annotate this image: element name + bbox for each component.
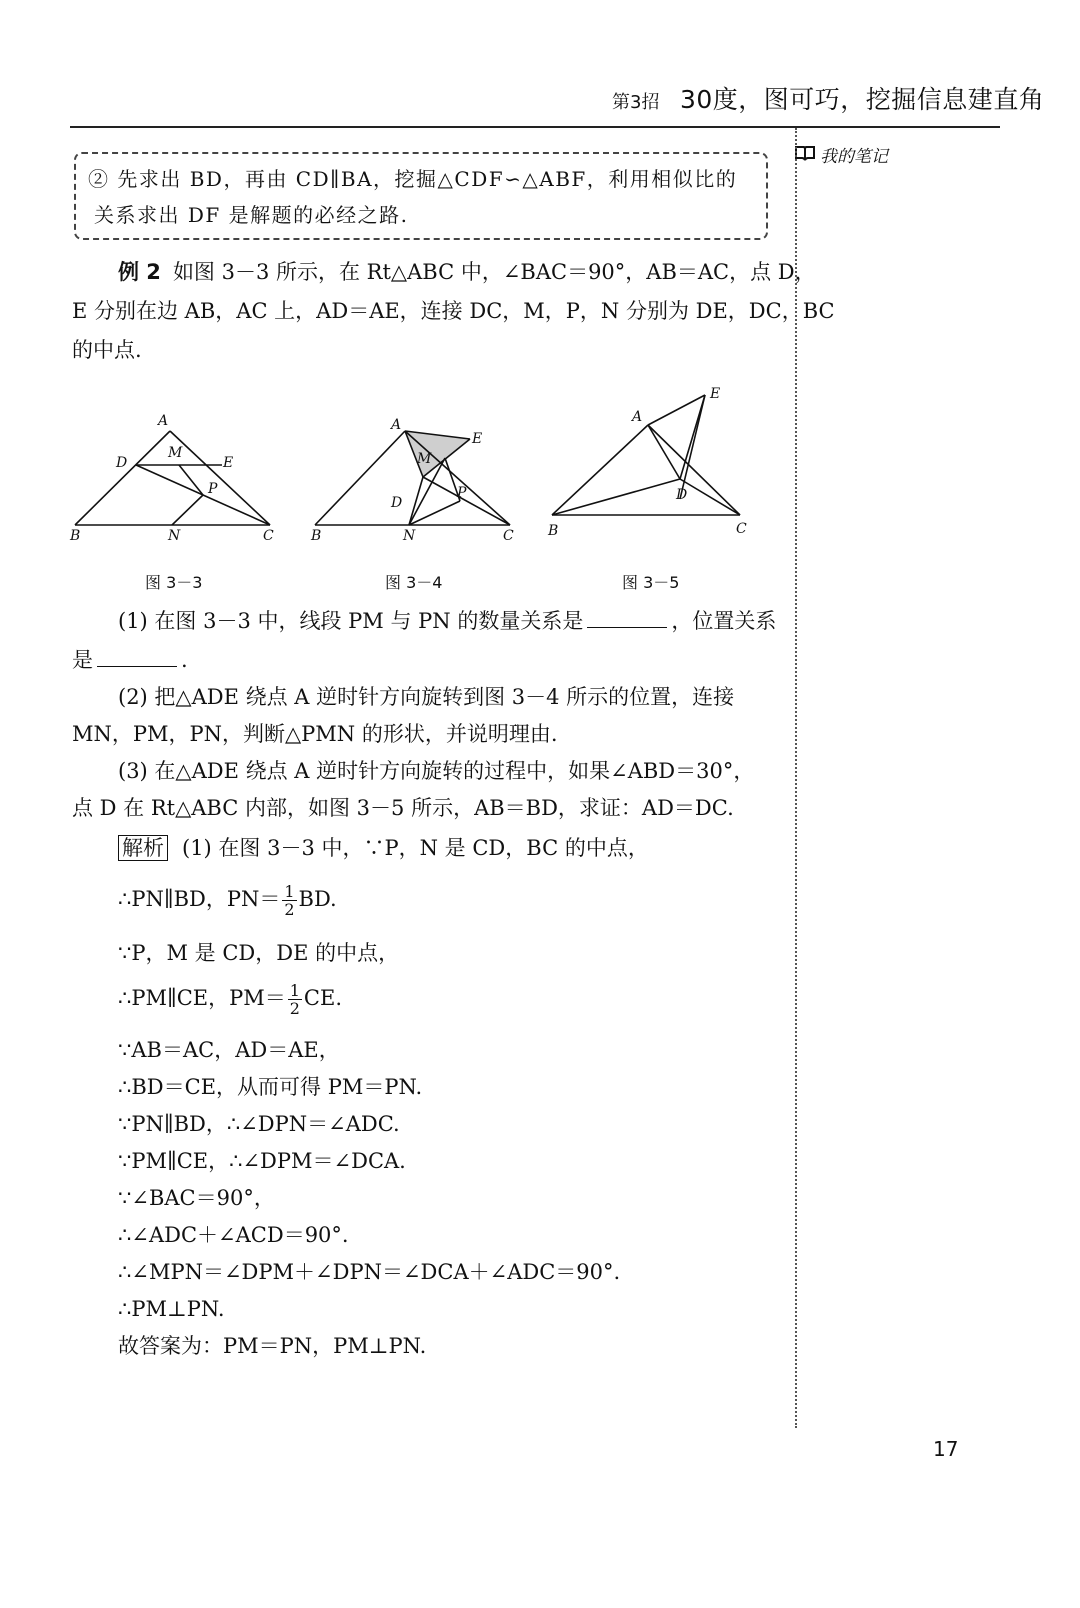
point-label: D — [391, 495, 403, 511]
solution-step: ∴PM⊥PN. — [118, 1297, 225, 1321]
point-label: C — [736, 521, 747, 537]
figure-caption: 图 3－4 — [385, 573, 443, 592]
book-icon — [795, 145, 815, 161]
question-1-cont — [72, 646, 188, 674]
point-label: D — [116, 455, 128, 471]
solution-tag: 解析 — [118, 835, 168, 861]
point-label: E — [472, 431, 483, 447]
tip-line: 关系求出 DF 是解题的必经之路. — [94, 203, 409, 227]
solution-step: ∵PM∥CE，∴∠DPM＝∠DCA. — [118, 1149, 406, 1173]
numerator: 1 — [289, 981, 300, 1000]
point-label: A — [632, 409, 643, 425]
point-label: N — [403, 528, 416, 544]
solution-intro — [118, 834, 649, 862]
solution-step: ∵P，M 是 CD，DE 的中点， — [118, 941, 400, 965]
question-2-cont: MN，PM，PN，判断△PMN 的形状，并说明理由. — [72, 722, 558, 746]
point-label: D — [676, 487, 688, 503]
denominator: 2 — [289, 999, 300, 1018]
header-divider — [70, 126, 1000, 128]
solution-answer: 故答案为：PM＝PN，PM⊥PN. — [118, 1334, 427, 1358]
point-label: P — [457, 485, 467, 501]
question-3-cont: 点 D 在 Rt△ABC 内部，如图 3－5 所示，AB＝BD，求证：AD＝DC. — [72, 796, 734, 820]
figure-caption: 图 3－3 — [145, 573, 203, 592]
point-label: P — [208, 481, 218, 497]
figure-3-3 — [60, 395, 290, 545]
chapter-label: 第3招 — [612, 92, 660, 113]
point-label: C — [263, 528, 274, 544]
step-text: CE. — [303, 986, 342, 1010]
numerator: 1 — [284, 882, 295, 901]
page-number: 17 — [933, 1437, 959, 1461]
tip-line: ② 先求出 BD，再由 CD∥BA，挖掘△CDF∽△ABF，利用相似比的 — [88, 167, 738, 191]
example-line: E 分别在边 AB，AC 上，AD＝AE，连接 DC，M，P，N 分别为 DE，DC，BC — [72, 299, 835, 323]
page-title: 30度，图可巧，挖掘信息建直角 — [680, 85, 1045, 114]
fraction — [288, 982, 302, 1017]
point-label: B — [70, 528, 81, 544]
example-label: 例 2 — [118, 260, 161, 284]
answer-blank — [97, 666, 177, 667]
question-2: (2) 把△ADE 绕点 A 逆时针方向旋转到图 3－4 所示的位置，连接 — [118, 685, 735, 709]
step-text: ∴PN∥BD，PN＝ — [118, 887, 281, 911]
point-label: A — [391, 417, 402, 433]
solution-step: ∴BD＝CE，从而可得 PM＝PN. — [118, 1075, 423, 1099]
answer-blank — [587, 627, 667, 628]
tip-text — [88, 161, 758, 233]
point-label: M — [168, 445, 183, 461]
denominator: 2 — [284, 900, 295, 919]
point-label: M — [417, 451, 432, 467]
solution-text: (1) 在图 3－3 中，∵P，N 是 CD，BC 的中点， — [182, 836, 649, 860]
solution-step: ∴∠ADC＋∠ACD＝90°. — [118, 1223, 349, 1247]
point-label: E — [223, 455, 234, 471]
step-text: BD. — [298, 887, 337, 911]
point-label: E — [710, 386, 721, 402]
solution-step — [118, 982, 342, 1017]
solution-step: ∵∠BAC＝90°， — [118, 1186, 275, 1210]
q1-text: 是 — [72, 648, 93, 672]
q1-text: ，位置关系 — [671, 609, 777, 633]
solution-step: ∵AB＝AC，AD＝AE， — [118, 1038, 340, 1062]
question-3: (3) 在△ADE 绕点 A 逆时针方向旋转的过程中，如果∠ABD＝30°， — [118, 759, 755, 783]
q1-text: (1) 在图 3－3 中，线段 PM 与 PN 的数量关系是 — [118, 609, 584, 633]
example-line: 的中点. — [72, 338, 142, 362]
example-line — [118, 258, 816, 286]
step-text: ∴PM∥CE，PM＝ — [118, 986, 286, 1010]
solution-step: ∴∠MPN＝∠DPM＋∠DPN＝∠DCA＋∠ADC＝90°. — [118, 1260, 621, 1284]
example-text: 如图 3－3 所示，在 Rt△ABC 中，∠BAC＝90°，AB＝AC，点 D， — [172, 260, 816, 284]
point-label: C — [503, 528, 514, 544]
point-label: A — [158, 413, 169, 429]
solution-step: ∵PN∥BD，∴∠DPN＝∠ADC. — [118, 1112, 400, 1136]
point-label: B — [548, 523, 559, 539]
solution-step — [118, 883, 337, 918]
question-1 — [118, 607, 776, 635]
point-label: N — [168, 528, 181, 544]
point-label: B — [311, 528, 322, 544]
figure-3-5 — [540, 386, 770, 545]
figure-caption: 图 3－5 — [622, 573, 680, 592]
q1-text: . — [181, 648, 188, 672]
figure-3-4 — [305, 395, 530, 545]
fraction — [282, 883, 296, 918]
my-notes-label: 我的笔记 — [820, 147, 888, 167]
